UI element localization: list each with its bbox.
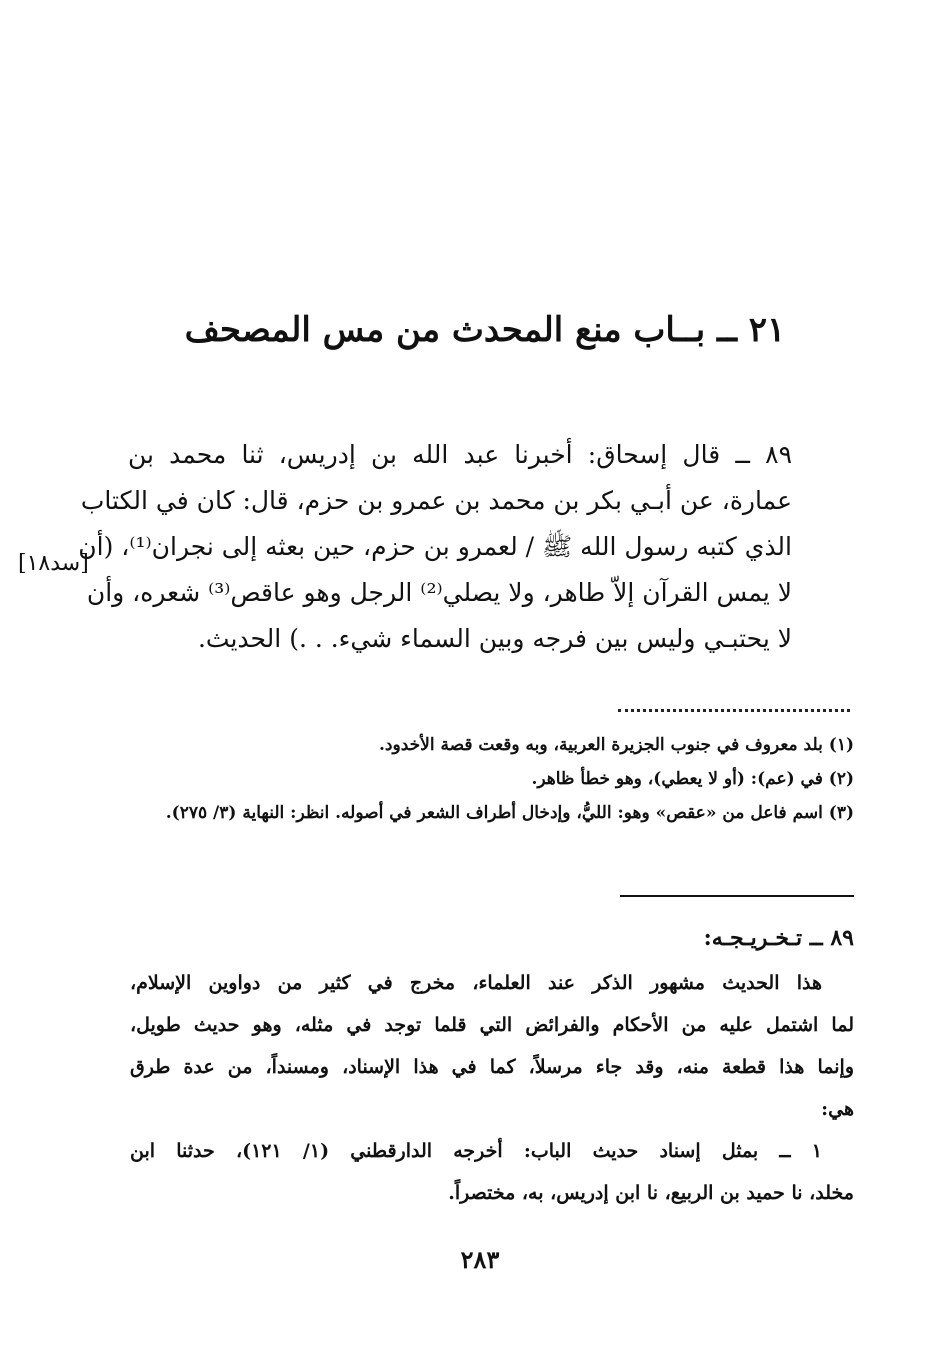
hadith-line: عمارة، عن أبـي بكر بن محمد بن عمرو بن حزم، قال: كان في الكتاب: [80, 486, 792, 515]
takhrij-line: مخلد، نا حميد بن الربيع، نا ابن إدريس، به، مختصراً.: [448, 1182, 854, 1204]
chapter-title: ٢١ ــ بــاب منع المحدث من مس المصحف: [184, 310, 786, 350]
footnote-2: (٢) في (عم): (أو لا يعطي)، وهو خطأ ظاهر.: [531, 769, 854, 789]
footnotes: [132, 728, 854, 830]
page-number: ٢٨٣: [460, 1245, 500, 1274]
takhrij-text: [130, 962, 854, 1214]
hadith-line: لا يحتبـي وليس بين فرجه وبين السماء شيء. . .) الحديث.: [197, 624, 792, 653]
takhrij-line: هي:: [821, 1098, 854, 1120]
hadith-line: لا يمس القرآن إلاّ طاهر، ولا يصلي⁽²⁾ الرجل وهو عاقص⁽³⁾ شعره، وأن: [86, 578, 792, 607]
hadith-text: [78, 432, 792, 662]
footnote-1: (١) بلد معروف في جنوب الجزيرة العربية، وبه وقعت قصة الأخدود.: [379, 735, 854, 755]
takhrij-line: هذا الحديث مشهور الذكر عند العلماء، مخرج في كثير من دواوين الإسلام،: [130, 972, 822, 994]
takhrij-line: ١ ــ بمثل إسناد حديث الباب: أخرجه الدارقطني (١/ ١٢١)، حدثنا ابن: [130, 1140, 822, 1162]
margin-reference: [سد١٨]: [18, 551, 89, 576]
footnote-separator: [618, 695, 850, 712]
footnote-3: (٣) اسم فاعل من «عقص» وهو: الليُّ، وإدخال أطراف الشعر في أصوله. انظر: النهاية (٣/ ٢٧٥).: [165, 803, 854, 823]
hadith-line: الذي كتبه رسول الله ﷺ / لعمرو بن حزم، حين بعثه إلى نجران⁽¹⁾، (أن: [78, 532, 792, 561]
takhrij-line: وإنما هذا قطعة منه، وقد جاء مرسلاً، كما في هذا الإسناد، ومسنداً، من عدة طرق: [130, 1056, 854, 1078]
takhrij-line: لما اشتمل عليه من الأحكام والفرائض التي قلما توجد في مثله، وهو حديث طويل،: [130, 1014, 854, 1036]
takhrij-heading: ٨٩ ــ تـخـريـجـه:: [703, 925, 854, 951]
hadith-line: ٨٩ ــ قال إسحاق: أخبرنا عبد الله بن إدريس، ثنا محمد بن: [128, 440, 792, 469]
section-divider: [620, 895, 854, 897]
